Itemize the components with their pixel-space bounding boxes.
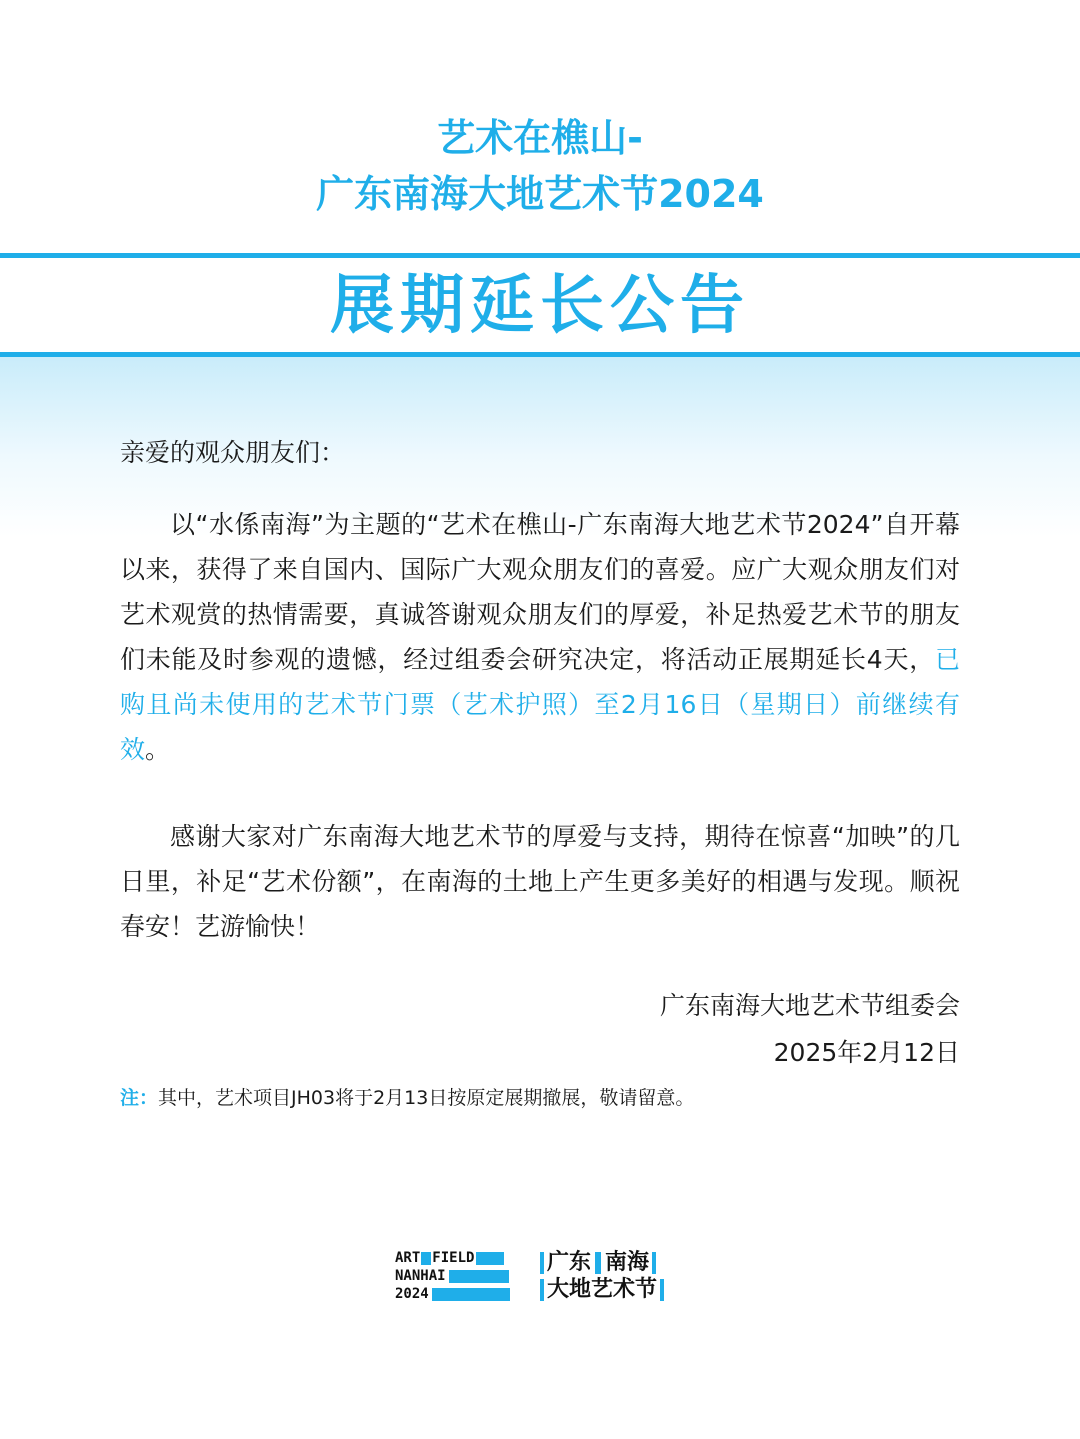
footnote-text: 其中，艺术项目JH03将于2月13日按原定展期撤展，敬请留意。 (158, 1087, 695, 1109)
guangdong-nanhai-festival-logo (540, 1250, 690, 1302)
paragraph-thanks: 感谢大家对广东南海大地艺术节的厚爱与支持，期待在惊喜“加映”的几日里，补足“艺术份额”，在南海的土地上产生更多美好的相遇与发现。顺祝春安！艺游愉快！ (120, 822, 960, 941)
festival-title-line-2: 广东南海大地艺术节2024 (316, 172, 764, 216)
logo-word-year: 2024 (395, 1286, 429, 1302)
paragraph-extension-notice (120, 502, 960, 772)
logo-word-field: FIELD (432, 1250, 475, 1266)
logo-cn-guangdong: 广东 (547, 1250, 592, 1275)
footnote (120, 1084, 694, 1112)
logo-word-art: ART (395, 1250, 421, 1266)
signature-date: 2025年2月12日 (773, 1038, 960, 1067)
festival-title-line-1: 艺术在樵山- (437, 116, 643, 160)
paragraph-1-text: 以“水係南海”为主题的“艺术在樵山-广东南海大地艺术节2024”自开幕以来，获得了来自国内、国际广大观众朋友们的喜爱。应广大观众朋友们对艺术观赏的热情需要，真诚答谢观众朋友们的厚爱，补足热爱艺术节的朋友们未能及时参观的遗憾，经过组委会研究决定，将活动正展期延长4天， (120, 510, 960, 674)
announcement-title: 展期延长公告 (330, 269, 750, 343)
logo-cn-festival: 大地艺术节 (547, 1277, 658, 1302)
paragraph-1-end: 。 (145, 735, 171, 764)
greeting: 亲爱的观众朋友们： (120, 438, 346, 467)
signature-organizer: 广东南海大地艺术节组委会 (659, 991, 960, 1020)
logo-word-nanhai: NANHAI (395, 1268, 446, 1284)
logo-cn-nanhai: 南海 (605, 1250, 650, 1275)
ticket-validity-highlight: 已购且尚未使用的艺术节门票（艺术护照）至2月16日（星期日）前继续有效 (120, 645, 960, 764)
footnote-label: 注： (120, 1087, 159, 1109)
title-band-top-line (0, 253, 1080, 258)
art-field-nanhai-logo (395, 1250, 515, 1302)
